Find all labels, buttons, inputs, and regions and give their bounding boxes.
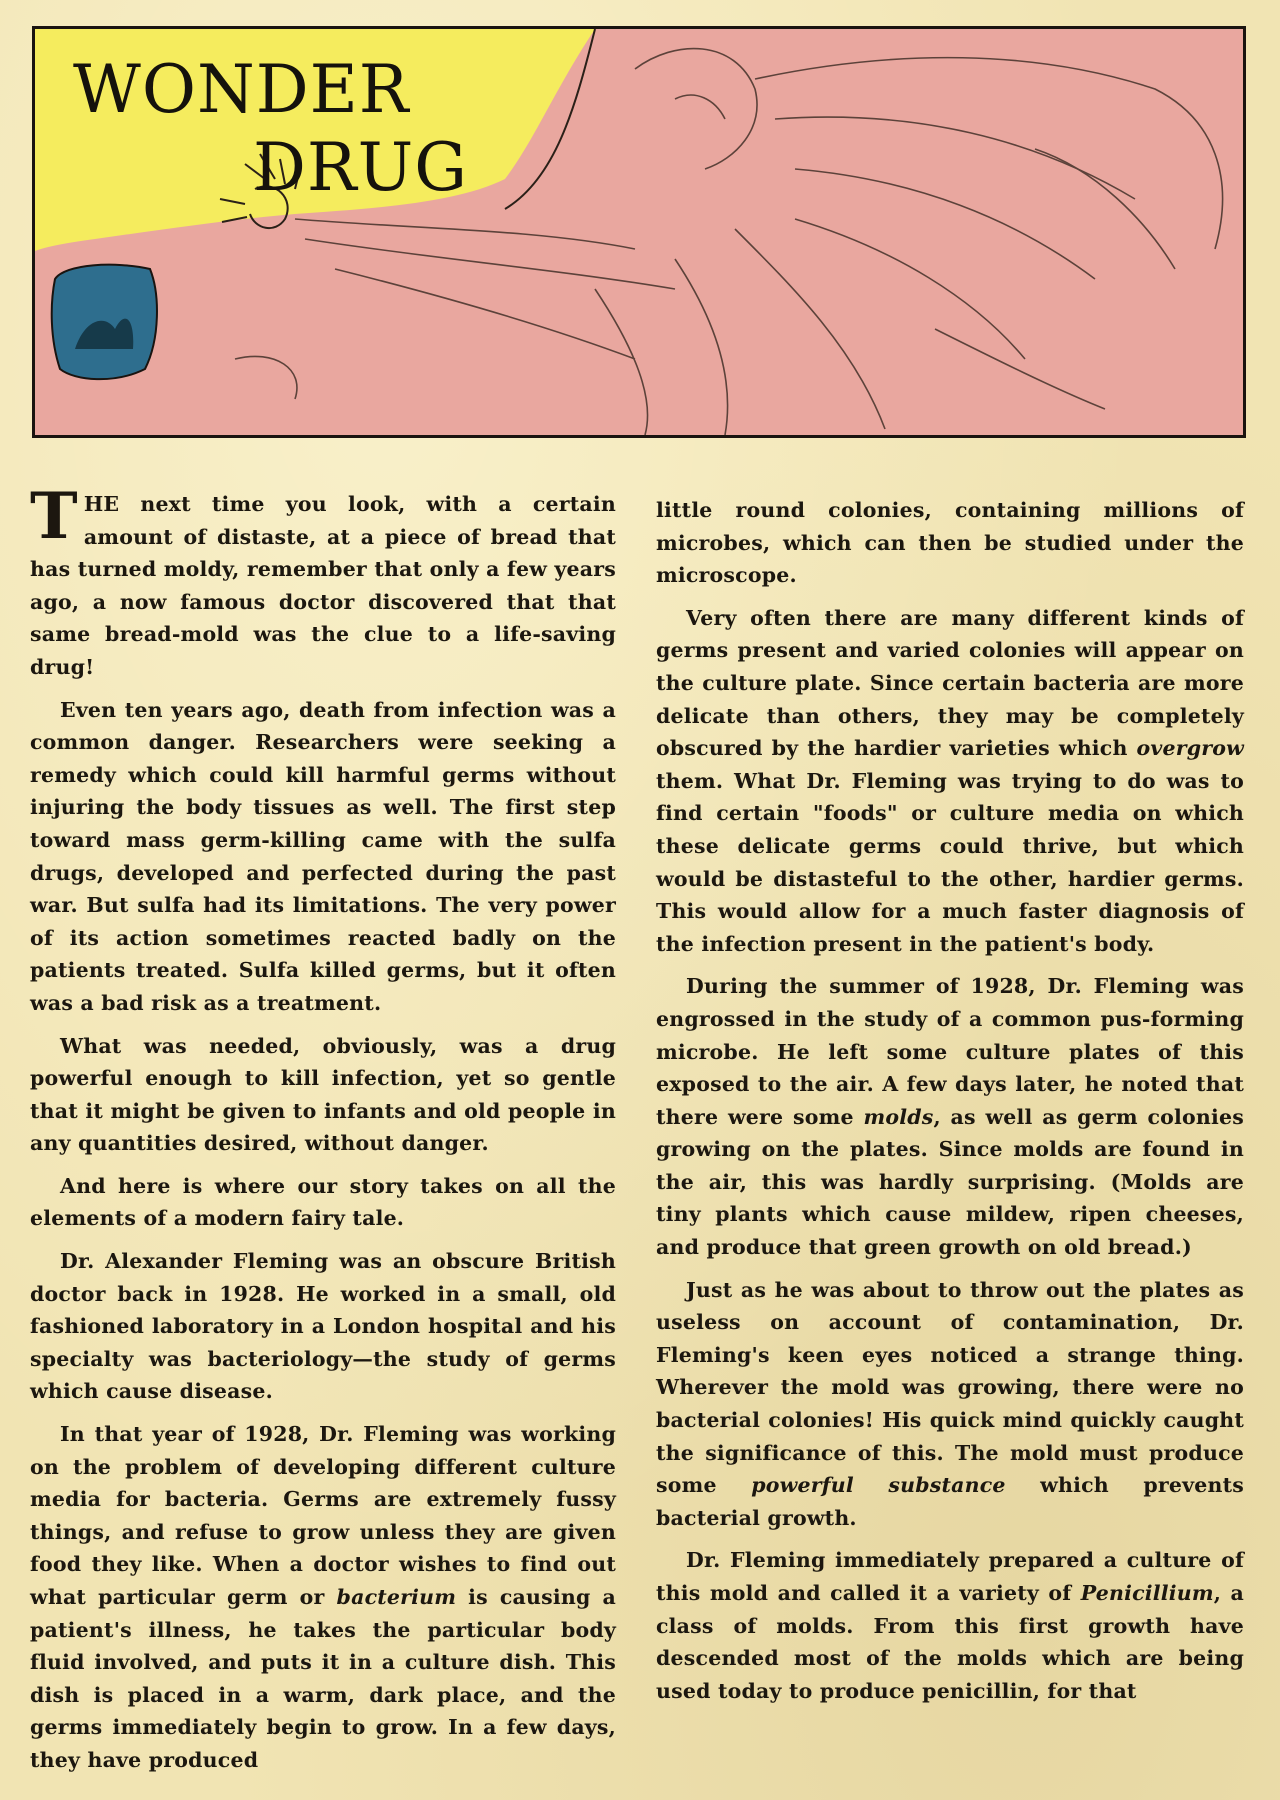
paragraph (656, 970, 1244, 1263)
paragraph: And here is where our story takes on all the elements of a modern fairy tale. (30, 1173, 616, 1231)
italic-term: powerful substance (751, 1473, 1006, 1498)
title-banner (32, 26, 1246, 438)
italic-term: bacterium (336, 1585, 457, 1609)
paragraph-text: next time you look, with a certain amount of distaste, at a piece of bread that has turned moldy, remember that only a few years ago, a now famous doctor discovered that that same bread-mold was the clue to a life-saving drug! (30, 492, 616, 679)
paragraph: What was needed, obviously, was a drug powerful enough to kill infection, yet so gentle that it might be given to infants and old people in any quantities desired, without danger. (30, 1033, 616, 1156)
paragraph-text: which prevents bacterial growth. (656, 1473, 1245, 1530)
paragraph-text: Very often there are many different kinds of germs present and varied colonies will appear on the culture plate. Since certain bacteria are more delicate than others, they may be completely obscured by the hardier varieties which (656, 605, 1244, 761)
paragraph (656, 1274, 1244, 1535)
paragraph-text: During the summer of 1928, Dr. Fleming was engrossed in the study of a common pus-forming microbe. He left some culture plates of this exposed to the air. A few days later, he noted that there were some (656, 974, 1244, 1129)
italic-term: Penicillium (1080, 1581, 1214, 1605)
paragraph: little round colonies, containing millions of microbes, which can then be studied under the microscope. (656, 498, 1244, 588)
paragraph-text: is causing a patient's illness, he takes the particular body fluid involved, and puts it in a culture dish. This dish is placed in a warm, dark place, and the germs immediately begin to grow. In a few days, they have produced (30, 1585, 616, 1772)
title-line-2: DRUG (253, 129, 468, 206)
paragraph: Even ten years ago, death from infection was a common danger. Researchers were seeking a remedy which could kill harmful germs without injuring the body tissues as well. The first step toward mass germ-killing came with the sulfa drugs, developed and perfected during the past war. But sulfa had its limitations. The very power of its action sometimes reacted badly on the patients treated. Sulfa killed germs, but it often was a bad risk as a treatment. (30, 697, 616, 1015)
paragraph-text: Just as he was about to throw out the plates as useless on account of contamination, Dr. Fleming's keen eyes noticed a strange thing. Wherever the mold was growing, there were no bacterial colonies! His quick mind quickly caught the significance of this. The mold must produce some (656, 1277, 1244, 1498)
italic-term: overgrow (1136, 736, 1244, 761)
first-word: HE (83, 492, 120, 516)
paragraph-text: , a class of molds. From this first growth have descended most of the molds which are being used today to produce penicillin, for that (656, 1581, 1244, 1703)
italic-term: molds (863, 1104, 934, 1129)
drop-cap: T (30, 479, 78, 554)
paragraph (656, 1544, 1244, 1707)
paragraph (30, 479, 616, 684)
title-line-1: WONDER (73, 51, 410, 128)
paragraph (656, 602, 1244, 961)
paragraph: Dr. Alexander Fleming was an obscure British doctor back in 1928. He worked in a small, old fashioned laboratory in a London hospital and his specialty was bacteriology—the study of germs which cause disease. (30, 1249, 616, 1404)
paragraph-text: In that year of 1928, Dr. Fleming was working on the problem of developing different culture media for bacteria. Germs are extremely fussy things, and refuse to grow unless they are given food they like. When a doctor wishes to find out what particular germ or (30, 1422, 616, 1609)
paragraph-text: Dr. Fleming immediately prepared a culture of this mold and called it a variety of (656, 1548, 1244, 1605)
paragraph-text: them. What Dr. Fleming was trying to do was to find certain "foods" or culture media on which these delicate germs could thrive, but which would be distasteful to the other, hardier germs. This would allow for a much faster diagnosis of the infection present in the patient's body. (656, 768, 1244, 956)
article-column-right (656, 494, 1244, 1717)
paragraph (30, 1418, 616, 1777)
paragraph-text: , as well as germ colonies growing on the plates. Since molds are found in the air, this was hardly surprising. (Molds are tiny plants which cause mildew, ripen cheeses, and produce that green growth on old bread.) (656, 1104, 1244, 1260)
page-title (73, 51, 468, 207)
article-column-left (30, 479, 616, 1787)
